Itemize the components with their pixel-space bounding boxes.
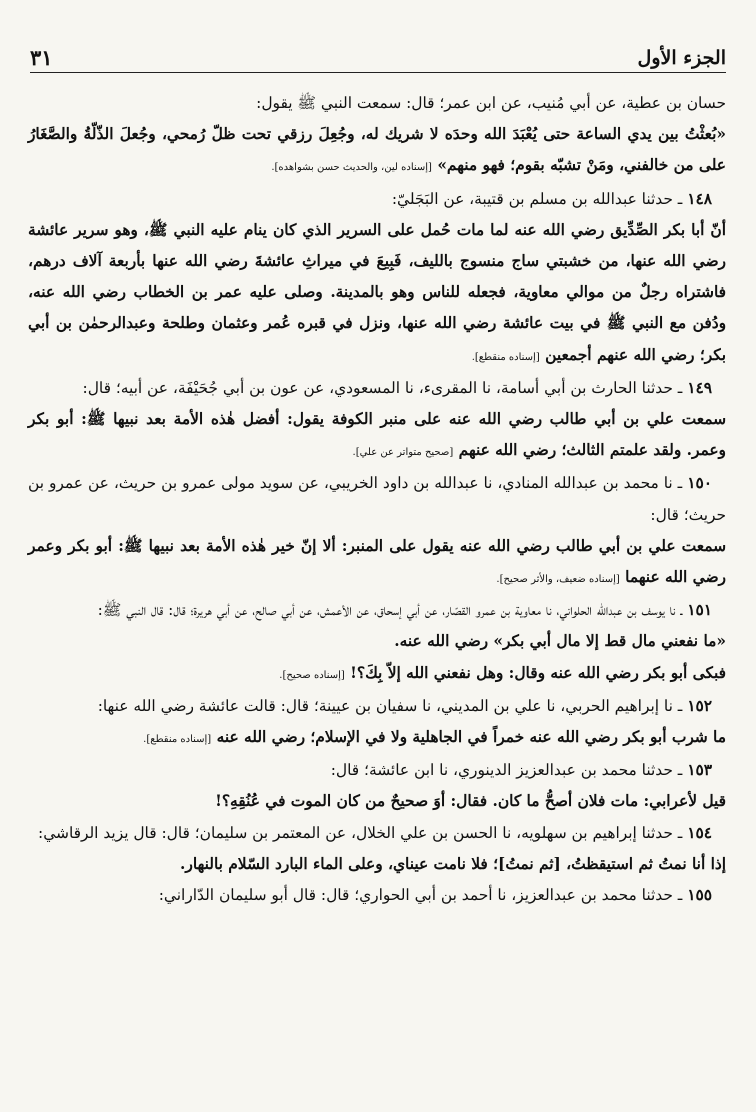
paragraph-text: ـ حدثنا محمد بن عبدالعزيز، نا أحمد بن أبي الحواري؛ قال: قال أبو سليمان الدّاراني: — [158, 886, 683, 905]
paragraph-text: ـ حدثنا محمد بن عبدالعزيز الدينوري، نا ابن عائشة؛ قال: — [330, 761, 683, 780]
entry-number: ١٥٠ — [687, 474, 712, 493]
quoted-text — [28, 786, 726, 817]
paragraph-text: سمعت علي بن أبي طالب رضي الله عنه يقول على المنبر: ألا إنّ خير هٰذه الأمة بعد نبيها ﷺ: أبو بكر وعمر رضي الله عنهما — [28, 536, 726, 587]
paragraph-text: ـ نا محمد بن عبدالله المنادي، نا عبدالله بن داود الخريبي، عن سويد مولى عمرو بن حريث، عن عمرو بن حريث؛ قال: — [28, 474, 726, 524]
grading-note: [إسناده منقطع]. — [143, 734, 212, 746]
quoted-text — [28, 626, 726, 657]
page-number: ٣١ — [30, 45, 53, 70]
paragraph-text: «بُعثْتُ بين يدي الساعة حتى يُعْبَدَ الله وحدَه لا شريك له، وجُعِلَ رزقي تحت ظلّ رُمحي، وجُعلَ الذّلّةُ والصَّغَارُ على من خالفني، ومَنْ تشبّه بقوم؛ فهو منهم» — [28, 125, 726, 175]
quoted-text — [28, 215, 726, 373]
paragraph-text: ما شرب أبو بكر رضي الله عنه خمراً في الجاهلية ولا في الإسلام؛ رضي الله عنه — [216, 728, 726, 747]
narration-chain — [28, 373, 726, 404]
paragraph-text: ـ حدثنا إبراهيم بن سهلويه، نا الحسن بن علي الخلال، عن المعتمر بن سليمان؛ قال: قال يزيد الرقاشي: — [38, 823, 683, 842]
paragraph-text: سمعت علي بن أبي طالب رضي الله عنه على منبر الكوفة يقول: أفضل هٰذه الأمة بعد نبيها ﷺ: أبو بكر وعمر. ولقد علمتم الثالث؛ رضي الله عنهم — [28, 410, 726, 460]
paragraph-text: حسان بن عطية، عن أبي مُنيب، عن ابن عمر؛ قال: سمعت النبي ﷺ يقول: — [256, 94, 726, 112]
quoted-text — [28, 404, 726, 468]
paragraph-text: أنّ أبا بكر الصِّدِّيق رضي الله عنه لما مات حُمل على السرير الذي كان ينام عليه النبي ﷺ، وهو سرير عائشة رضي الله عنها، من خشبتي ساج منسوج بالليف، فَبِيعَ في ميراثِ عائشةَ رضي الله عنها بأربعة آلاف درهم، فاشتراه رجلٌ من موالي معاوية، فجعله للناس وهو بالمدينة. وصلى عليه عمر بن الخطاب رضي الله عنه، ودُفن مع النبي ﷺ في بيت عائشة رضي الله عنها، ونزل في قبره عُمر وعثمان وطلحة وعبدالرحمٰن بن أبي بكر؛ رضي الله عنهم أجمعين — [28, 220, 726, 364]
paragraph-text: إذا أنا نمتُ ثم استيقظتُ، [ثم نمتُ]؛ فلا نامت عيناي، وعلى الماء البارد السّلام بالنهار. — [180, 854, 726, 873]
narration-chain — [28, 755, 726, 786]
entry-number: ١٤٨ — [687, 189, 712, 208]
narration-chain — [28, 468, 726, 530]
entry-number: ١٥١ — [687, 601, 712, 620]
quoted-text — [28, 658, 726, 691]
narration-chain — [28, 184, 726, 215]
narration-chain — [28, 818, 726, 849]
entry-number: ١٥٢ — [687, 696, 712, 715]
quoted-text — [28, 722, 726, 755]
narration-text — [28, 88, 726, 119]
quoted-text — [28, 119, 726, 183]
page-header — [30, 38, 726, 73]
grading-note: [صحيح متواتر عن علي]. — [352, 447, 454, 459]
entry-number: ١٥٤ — [687, 823, 712, 842]
grading-note: [إسناده لين، والحديث حسن بشواهده]. — [271, 162, 432, 174]
running-title: الجزء الأول — [637, 47, 726, 69]
grading-note: [إسناده ضعيف، والأثر صحيح]. — [496, 574, 620, 586]
paragraph-text: فبكى أبو بكر رضي الله عنه وقال: وهل نفعني الله إلاّ بِكَ؟! — [350, 663, 726, 682]
page-body — [28, 88, 726, 911]
paragraph-text: قيل لأعرابي: مات فلان أصحُّ ما كان. فقال: أوَ صحيحٌ من كان الموت في عُنُقِهِ؟! — [215, 792, 726, 811]
paragraph-text: ـ حدثنا الحارث بن أبي أسامة، نا المقرىء، نا المسعودي، عن عون بن أبي جُحَيْفَة، عن أبيه؛ قال: — [82, 378, 683, 397]
entry-number: ١٥٥ — [687, 886, 712, 905]
narration-chain — [28, 880, 726, 911]
grading-note: [إسناده صحيح]. — [279, 669, 345, 681]
quoted-text — [28, 849, 726, 880]
narration-chain — [28, 595, 726, 626]
entry-number: ١٤٩ — [687, 378, 712, 397]
paragraph-text: «ما نفعني مال قط إلا مال أبي بكر» رضي الله عنه. — [394, 632, 726, 651]
paragraph-text: ـ نا إبراهيم الحربي، نا علي بن المديني، نا سفيان بن عيينة؛ قال: قالت عائشة رضي الله عنها: — [97, 696, 683, 715]
grading-note: [إسناده منقطع]. — [471, 351, 540, 363]
narration-chain — [28, 691, 726, 722]
paragraph-text: ـ حدثنا عبدالله بن مسلم بن قتيبة، عن البَجَليّ: — [391, 189, 683, 208]
entry-number: ١٥٣ — [687, 761, 712, 780]
quoted-text — [28, 531, 726, 595]
paragraph-text: ـ نا يوسف بن عبدالله الحلواني، نا معاوية بن عمرو القصّار، عن أبي إسحاق، عن الأعمش، عن أبي صالح، عن أبي هريرة؛ قال: قال النبي ﷺ: — [97, 601, 683, 620]
